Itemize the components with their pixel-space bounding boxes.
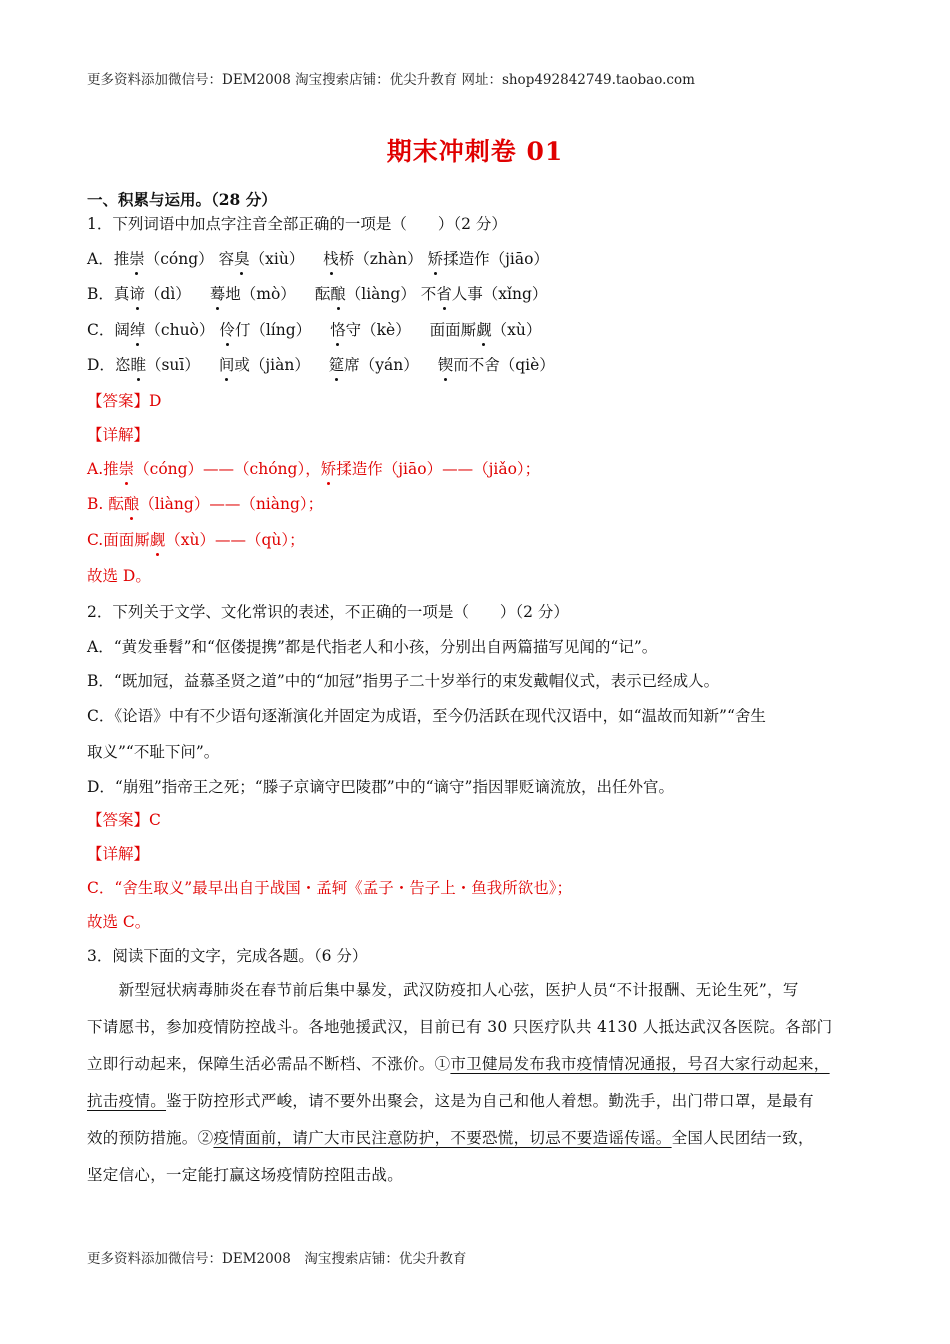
q1-option-d: D．恣睢（suī） 间或（jiàn） 筵席（yán） 锲而不舍（qiè） — [87, 356, 555, 374]
dotted-char: 栈 — [323, 250, 339, 268]
section-heading: 一、积累与运用。（28 分） — [87, 190, 277, 209]
question-2-stem: 2．下列关于文学、文化常识的表述，不正确的一项是（ ）（2 分） — [87, 603, 569, 621]
passage-line-1: 新型冠状病毒肺炎在春节前后集中暴发，武汉防疫扣人心弦，医护人员“不计报酬、无论生死”，写 — [87, 981, 799, 999]
underlined-sentence-1: 市卫健局发布我市疫情情况通报，号召大家行动起来， — [450, 1055, 830, 1073]
passage-line-6: 坚定信心，一定能打赢这场疫情防控阻击战。 — [87, 1166, 404, 1184]
underlined-sentence-2: 疫情面前，请广大市民注意防护，不要恐慌，切忌不要造谣传谣。 — [213, 1129, 672, 1147]
q2-answer: 【答案】C — [87, 811, 161, 829]
q1-explanation-c: C.面面厮觑（xù）——（qù）； — [87, 531, 305, 549]
dotted-char: 崇 — [129, 250, 145, 268]
q2-option-c-line1: C．《论语》中有不少语句逐渐演化并固定为成语，至今仍活跃在现代汉语中，如“温故而知新”“舍生 — [87, 707, 766, 725]
dotted-char: 觑 — [476, 321, 492, 339]
dotted-char: 蓦 — [209, 285, 226, 303]
passage-line-2: 下请愿书，参加疫情防控战斗。各地弛援武汉，目前已有 30 只医疗队共 4130 人抵达武汉各医院。各部门 — [87, 1018, 833, 1036]
dotted-char: 绰 — [129, 321, 146, 339]
dotted-char: 谛 — [129, 285, 145, 303]
question-3-stem: 3．阅读下面的文字，完成各题。（6 分） — [87, 947, 368, 965]
dotted-char: 筵 — [328, 356, 345, 374]
q1-explanation-a: A.推崇（cóng）——（chóng），矫揉造作（jiāo）——（jiǎo）； — [87, 460, 541, 478]
dotted-char: 间 — [218, 356, 235, 374]
q2-conclusion: 故选 C。 — [87, 913, 151, 931]
q1-detail-label: 【详解】 — [87, 426, 150, 444]
dotted-char: 觑 — [149, 531, 166, 549]
dotted-char: 崇 — [118, 460, 135, 478]
page-title: 期末冲刺卷 01 — [386, 137, 564, 166]
q1-conclusion: 故选 D。 — [87, 567, 151, 585]
q2-option-b: B．“既加冠，益慕圣贤之道”中的“加冠”指男子二十岁举行的束发戴帽仪式，表示已经成人。 — [87, 672, 720, 690]
q1-option-c: C．阔绰（chuò） 伶仃（líng） 恪守（kè） 面面厮觑（xù） — [87, 321, 542, 339]
q2-detail-label: 【详解】 — [87, 845, 150, 863]
dotted-char: 矫 — [320, 460, 337, 478]
dotted-char: 酿 — [330, 285, 346, 303]
dotted-char: 恪 — [330, 321, 346, 339]
passage-line-3: 立即行动起来，保障生活必需品不断档、不涨价。①市卫健局发布我市疫情情况通报，号召大家行动起来， — [87, 1055, 830, 1073]
page-footer: 更多资料添加微信号：DEM2008 淘宝搜索店铺：优尖升教育 — [87, 1251, 467, 1267]
q2-option-c-line2: 取义”“不耻下问”。 — [87, 743, 220, 761]
q1-option-b: B．真谛（dì） 蓦地（mò） 酝酿（liàng） 不省人事（xǐng） — [87, 285, 548, 303]
q1-option-a: A．推崇（cóng） 容臭（xiù） 栈桥（zhàn） 矫揉造作（jiāo） — [87, 250, 549, 268]
q2-option-a: A．“黄发垂髫”和“伛偻提携”都是代指老人和小孩，分别出自两篇描写见闻的“记”。 — [87, 638, 658, 656]
dotted-char: 睢 — [130, 356, 146, 374]
passage-line-5: 效的预防措施。②疫情面前，请广大市民注意防护，不要恐慌，切忌不要造谣传谣。全国人民团结一致， — [87, 1129, 814, 1147]
page-header: 更多资料添加微信号：DEM2008 淘宝搜索店铺：优尖升教育 网址：shop492842749.taobao.com — [87, 72, 695, 88]
dotted-char: 酿 — [123, 495, 140, 513]
dotted-char: 省 — [436, 285, 452, 303]
dotted-char: 锲 — [437, 356, 454, 374]
passage-line-4: 抗击疫情。鉴于防控形式严峻，请不要外出聚会，这是为自己和他人着想。勤洗手，出门带口罩，是最有 — [87, 1092, 814, 1110]
q1-explanation-b: B. 酝酿（liàng）——（niàng）； — [87, 495, 324, 513]
question-1-stem: 1．下列词语中加点字注音全部正确的一项是（ ）（2 分） — [87, 215, 507, 233]
dotted-char: 伶 — [219, 321, 235, 339]
dotted-char: 矫 — [427, 250, 444, 268]
q2-option-d: D．“崩殂”指帝王之死；“滕子京谪守巴陵郡”中的“谪守”指因罪贬谪流放，出任外官。 — [87, 778, 674, 796]
dotted-char: 臭 — [234, 250, 250, 268]
underlined-sentence-1-end: 抗击疫情。 — [87, 1092, 167, 1110]
q2-explanation: C．“舍生取义”最早出自于战国・孟轲《孟子・告子上・鱼我所欲也》； — [87, 879, 572, 897]
q1-answer: 【答案】D — [87, 392, 162, 410]
